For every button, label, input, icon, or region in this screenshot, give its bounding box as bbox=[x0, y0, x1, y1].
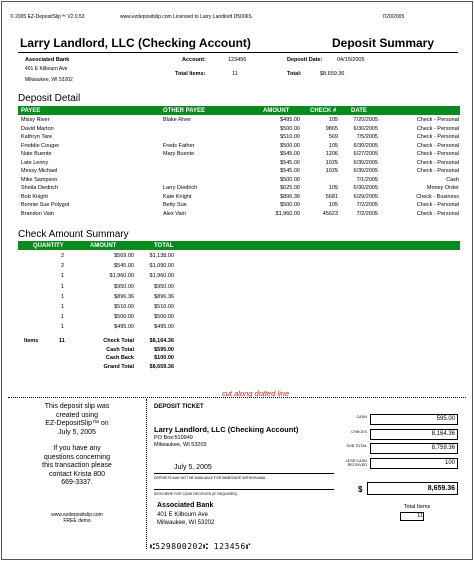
cell-date: 6/29/2005 bbox=[353, 193, 378, 200]
cell-other-payee: Larry Diedrich bbox=[163, 185, 198, 191]
cell-total: $1,138.00 bbox=[149, 253, 174, 259]
cell-payee: Sheila Diedrich bbox=[21, 185, 58, 191]
cell-total: $500.00 bbox=[154, 314, 174, 321]
ticket-field-value[interactable]: 595.00 bbox=[370, 414, 458, 425]
summary-total-value: $100.00 bbox=[154, 355, 174, 361]
items-value: 11 bbox=[59, 338, 65, 344]
cell-date: 7/2/2005 bbox=[356, 202, 378, 208]
cell-type: Check - Personal bbox=[416, 168, 459, 174]
cell-amount: $500.00 bbox=[280, 202, 300, 208]
table-row bbox=[18, 134, 460, 142]
cell-summary-amount: $950.00 bbox=[114, 283, 134, 290]
cell-amount: $510.00 bbox=[280, 134, 300, 140]
cell-date: 7/2/2005 bbox=[356, 210, 378, 217]
col-summary-amount: AMOUNT bbox=[90, 242, 117, 249]
cut-line-label: cut along dotted line bbox=[222, 389, 290, 398]
summary-title: Deposit Summary bbox=[332, 36, 435, 50]
license-text: www.ezdepositslip.com Licensed to Larry Landlord D5006S bbox=[120, 14, 252, 20]
table-row bbox=[18, 194, 460, 202]
cell-date: 6/30/2005 bbox=[353, 125, 378, 132]
cell-summary-amount: $545.00 bbox=[114, 263, 134, 270]
ticket-field-value[interactable]: 8,164.36 bbox=[370, 429, 458, 440]
cell-summary-amount: $500.00 bbox=[114, 314, 134, 321]
cell-check-number: 1206 bbox=[325, 151, 338, 157]
summary-row bbox=[18, 273, 218, 281]
cell-total: $510.00 bbox=[154, 304, 174, 310]
summary-row bbox=[18, 324, 218, 332]
cell-type: Check - Personal bbox=[416, 210, 459, 217]
cell-quantity: 1 bbox=[60, 314, 64, 321]
cell-date: 6/30/2005 bbox=[353, 142, 378, 149]
cell-payee: Mike Sampson bbox=[21, 176, 58, 183]
cell-summary-amount: $569.00 bbox=[114, 253, 134, 259]
deposit-date-label: Deposit Date: bbox=[287, 57, 323, 63]
cell-type: Check - Personal bbox=[416, 142, 459, 149]
cell-check-number: 9865 bbox=[325, 125, 338, 132]
cell-check-number: 5681 bbox=[325, 193, 338, 200]
cell-quantity: 2 bbox=[60, 253, 64, 259]
cell-amount: $896.36 bbox=[280, 193, 300, 200]
table-row bbox=[18, 151, 460, 159]
ticket-sign-line bbox=[154, 489, 334, 490]
stub-website: www.ezdepositslip.com bbox=[51, 512, 103, 518]
dollar-sign: $ bbox=[358, 485, 363, 494]
cell-payee: Freddie Couger bbox=[21, 142, 60, 149]
stub-divider bbox=[146, 399, 147, 549]
cell-summary-amount: $510.00 bbox=[114, 304, 134, 310]
summary-total-row bbox=[18, 338, 218, 346]
cell-date: 6/30/2005 bbox=[353, 159, 378, 166]
cell-total: $896.36 bbox=[154, 293, 174, 300]
cell-check-number: 1025 bbox=[325, 168, 338, 174]
cell-payee: Bonnie Sue Polygot bbox=[21, 202, 70, 208]
total-value: $8,659.36 bbox=[320, 71, 345, 77]
summary-row bbox=[18, 304, 218, 312]
total-items-value: 11 bbox=[232, 71, 238, 77]
cell-check-number: 569 bbox=[328, 134, 338, 140]
cell-amount: $625.00 bbox=[280, 185, 300, 191]
cell-other-payee: Kate Knight bbox=[163, 193, 192, 200]
ticket-date: July 5, 2005 bbox=[174, 464, 212, 471]
cell-amount: $1,960.00 bbox=[275, 210, 300, 217]
stub-message: This deposit slip was created using EZ-DepositSlip™ on July 5, 2005 If you have any questions concerning this transaction please contact Krista 800 669-3337. bbox=[42, 403, 112, 486]
cell-amount: $500.00 bbox=[280, 142, 300, 149]
cell-amount: $500.00 bbox=[280, 176, 300, 183]
cell-payee: Kathryn Tare bbox=[21, 134, 53, 140]
cell-date: 6/30/2005 bbox=[353, 185, 378, 191]
check-summary-title: Check Amount Summary bbox=[18, 229, 129, 240]
cell-date: 7/1/2005 bbox=[356, 176, 378, 183]
deposit-detail-header bbox=[18, 106, 460, 115]
cell-type: Check - Personal bbox=[416, 151, 459, 157]
cell-other-payee: Mary Buente bbox=[163, 151, 195, 157]
cell-type: Check - Personal bbox=[416, 117, 459, 123]
deposit-date-value: 04/15/2005 bbox=[337, 57, 365, 63]
summary-total-label: Grand Total bbox=[103, 363, 134, 370]
cell-payee: Late Lenny bbox=[21, 159, 49, 166]
table-row bbox=[18, 126, 460, 134]
bank-address-1: 401 E Kilbourn Ave bbox=[25, 66, 68, 72]
cell-type: Check - Personal bbox=[416, 159, 459, 166]
table-row bbox=[18, 185, 460, 193]
ticket-title: DEPOSIT TICKET bbox=[154, 404, 204, 410]
cell-amount: $500.00 bbox=[280, 125, 300, 132]
summary-row bbox=[18, 294, 218, 302]
ticket-availability-note: DEPOSITS MAY NOT BE AVAILABLE FOR IMMEDIATE WITHDRAWAL bbox=[154, 476, 267, 480]
account-title: Larry Landlord, LLC (Checking Account) bbox=[20, 36, 251, 50]
cell-type: Check - Personal bbox=[416, 202, 459, 208]
summary-total-row bbox=[18, 347, 218, 355]
summary-total-row bbox=[18, 355, 218, 363]
cell-date: 6/30/2005 bbox=[353, 168, 378, 174]
ticket-field-label: CASH bbox=[356, 415, 367, 419]
cell-summary-amount: $1,960.00 bbox=[109, 273, 134, 280]
bank-name: Associated Bank bbox=[25, 57, 70, 63]
table-row bbox=[18, 202, 460, 210]
cell-quantity: 1 bbox=[60, 304, 64, 310]
col-date: DATE bbox=[351, 107, 367, 114]
cell-type: Cash bbox=[446, 176, 459, 183]
cell-quantity: 2 bbox=[60, 263, 64, 270]
cell-other-payee: Betty Sue bbox=[163, 202, 187, 208]
cell-amount: $545.00 bbox=[280, 151, 300, 157]
cell-total: $1,090.00 bbox=[149, 263, 174, 270]
total-label: Total: bbox=[287, 71, 302, 77]
cell-payee: Nate Buente bbox=[21, 151, 52, 157]
cell-summary-amount: $495.00 bbox=[114, 324, 134, 331]
items-label: Items bbox=[24, 338, 39, 344]
summary-row bbox=[18, 253, 218, 261]
account-value: 123456 bbox=[228, 57, 247, 63]
cell-check-number: 105 bbox=[328, 117, 338, 123]
cell-total: $950.00 bbox=[154, 283, 174, 290]
cell-total: $495.00 bbox=[154, 324, 174, 331]
ticket-bank-address-2: Milwaukee, WI 53202 bbox=[157, 520, 215, 526]
cell-payee: David Marton bbox=[21, 125, 54, 132]
micr-line: ⑆529800202⑆ 123456⑈ bbox=[150, 542, 251, 551]
cell-quantity: 1 bbox=[60, 293, 64, 300]
ticket-field-value[interactable]: 100 bbox=[370, 458, 458, 469]
deposit-detail-table bbox=[18, 117, 460, 222]
account-label: Account: bbox=[182, 57, 206, 63]
col-other-payee: OTHER PAYEE bbox=[163, 107, 206, 114]
cell-check-number: 105 bbox=[328, 185, 338, 191]
cell-payee: Bob Knight bbox=[21, 193, 48, 200]
table-row bbox=[18, 117, 460, 125]
table-row bbox=[18, 160, 460, 168]
cell-check-number: 105 bbox=[328, 142, 338, 149]
header-divider bbox=[18, 52, 458, 53]
net-deposit-field[interactable]: 8,659.36 bbox=[367, 482, 458, 495]
table-row bbox=[18, 211, 460, 219]
cell-check-number: 1025 bbox=[325, 159, 338, 166]
cell-amount: $545.00 bbox=[280, 159, 300, 166]
deposit-summary-page bbox=[1, 1, 473, 560]
cell-payee: Messy Michael bbox=[21, 168, 58, 174]
cell-payee: Missy River bbox=[21, 117, 50, 123]
cell-quantity: 1 bbox=[60, 283, 64, 290]
col-amount: AMOUNT bbox=[263, 107, 290, 114]
col-quantity: QUANTITY bbox=[33, 242, 64, 249]
cell-type: Check - Personal bbox=[416, 125, 459, 132]
ticket-amount-fields bbox=[337, 414, 462, 474]
cell-date: 6/27/2005 bbox=[353, 151, 378, 157]
ticket-date-line bbox=[154, 473, 334, 474]
cell-type: Check - Personal bbox=[416, 134, 459, 140]
ticket-total-items-field[interactable]: 11 bbox=[400, 512, 424, 521]
stub-free-demo: FREE demo bbox=[63, 518, 91, 524]
cell-amount: $545.00 bbox=[280, 168, 300, 174]
ticket-field-label: CHECKS bbox=[351, 429, 367, 434]
check-summary-table bbox=[18, 253, 218, 338]
table-row bbox=[18, 143, 460, 151]
cell-amount: $495.00 bbox=[280, 117, 300, 123]
summary-total-value: $595.00 bbox=[154, 346, 174, 353]
cell-type: Money Order bbox=[426, 185, 459, 191]
cell-type: Check - Business bbox=[416, 193, 459, 200]
ticket-address-1: PO Box:510949 bbox=[154, 435, 193, 441]
summary-total-label: Cash Total bbox=[106, 346, 134, 353]
summary-total-row bbox=[18, 364, 218, 372]
summary-total-label: Check Total bbox=[103, 338, 134, 344]
col-total: TOTAL bbox=[154, 242, 174, 249]
check-summary-totals bbox=[18, 338, 218, 374]
ticket-bank-address-1: 401 E Kilbourn Ave bbox=[157, 512, 208, 518]
ticket-field-label: SUB TOTAL bbox=[346, 444, 367, 448]
ticket-account-name: Larry Landlord, LLC (Checking Account) bbox=[154, 425, 299, 434]
header-date: 7/20/2005 bbox=[382, 14, 405, 20]
ticket-sign-note: SIGN HERE FOR CASH RECEIVED (IF REQUIRED) bbox=[154, 492, 238, 496]
summary-total-value: $8,659.36 bbox=[149, 363, 174, 370]
table-row bbox=[18, 168, 460, 176]
ticket-address-2: Milwaukee, WI 53203 bbox=[154, 442, 207, 448]
summary-row bbox=[18, 263, 218, 271]
cell-date: 7/5/2005 bbox=[356, 134, 378, 140]
summary-row bbox=[18, 314, 218, 322]
ticket-bank-name: Associated Bank bbox=[157, 502, 214, 509]
cell-date: 7/20/2005 bbox=[353, 117, 378, 123]
summary-total-label: Cash Back bbox=[105, 355, 134, 361]
cell-check-number: 45623 bbox=[322, 210, 338, 217]
col-payee: PAYEE bbox=[21, 107, 41, 114]
cell-other-payee: Blake River bbox=[163, 117, 192, 123]
summary-total-value: $8,164.36 bbox=[149, 338, 174, 344]
cell-check-number: 105 bbox=[328, 202, 338, 208]
col-check-number: CHECK # bbox=[310, 107, 337, 114]
cell-payee: Brandon Vain bbox=[21, 210, 54, 217]
check-summary-header bbox=[18, 241, 460, 250]
cut-line bbox=[8, 397, 466, 398]
cell-other-payee: Freds Father bbox=[163, 142, 195, 149]
cell-total: $1,960.00 bbox=[149, 273, 174, 280]
cell-quantity: 1 bbox=[60, 273, 64, 280]
cell-other-payee: Alex Vain bbox=[163, 210, 186, 217]
bank-address-2: Milwaukee, WI 53202 bbox=[25, 77, 73, 83]
cell-quantity: 1 bbox=[60, 324, 64, 331]
total-items-label: Total Items: bbox=[175, 71, 206, 77]
table-row bbox=[18, 177, 460, 185]
summary-row bbox=[18, 284, 218, 292]
software-version: © 2005 EZ-DepositSlip™ V2.0.53 bbox=[10, 14, 85, 20]
ticket-total-items-label: Total Items bbox=[403, 504, 431, 510]
cell-summary-amount: $896.36 bbox=[114, 293, 134, 300]
ticket-field-label: LESS CASH RECEIVED bbox=[345, 458, 367, 467]
deposit-detail-title: Deposit Detail bbox=[18, 93, 81, 104]
ticket-field-value[interactable]: 8,759.36 bbox=[370, 443, 458, 454]
